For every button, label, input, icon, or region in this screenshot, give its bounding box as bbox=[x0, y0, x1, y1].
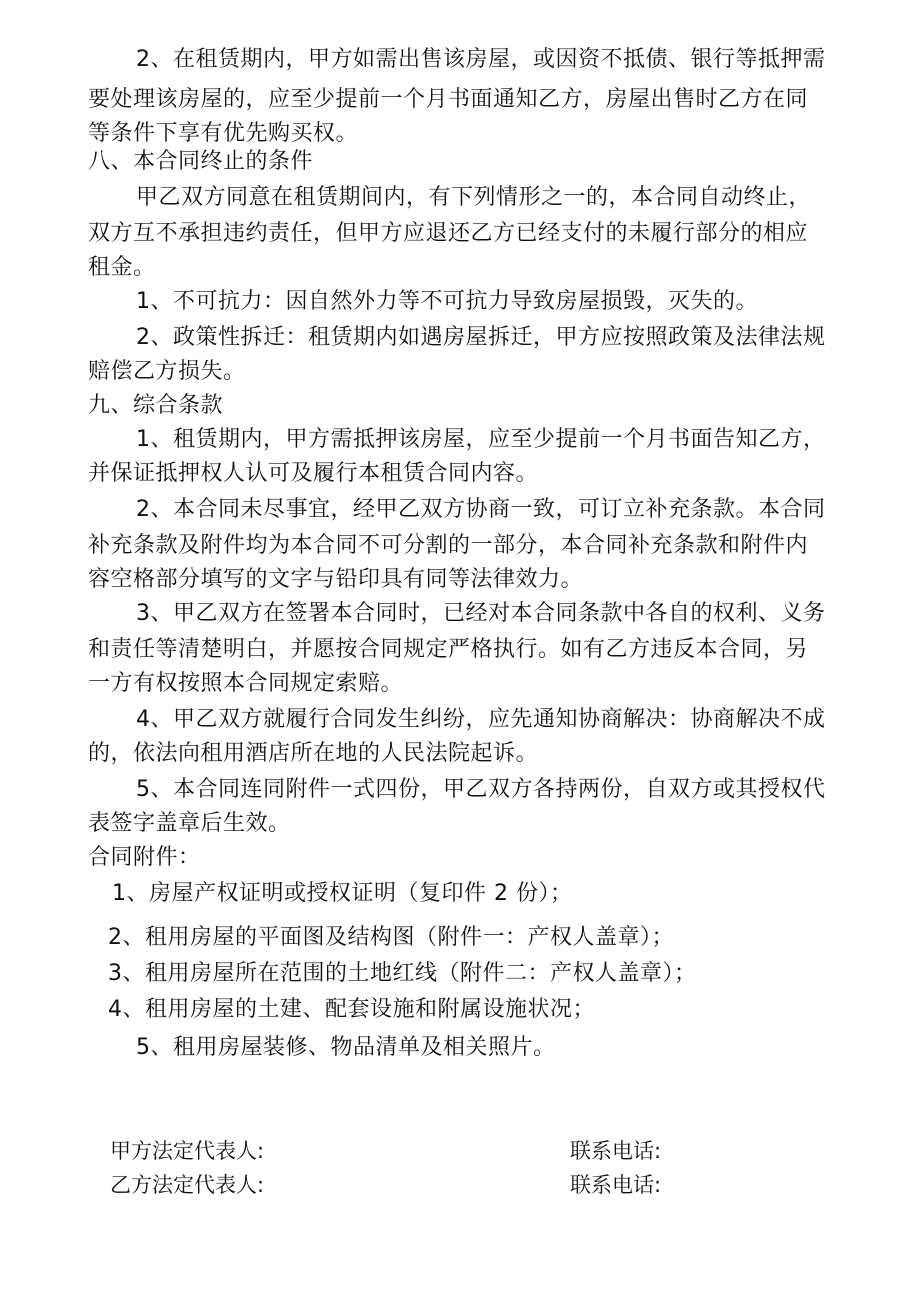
paragraph-line: 补充条款及附件均为本合同不可分割的一部分，本合同补充条款和附件内 bbox=[88, 533, 809, 558]
list-item: 1、租赁期内，甲方需抵押该房屋，应至少提前一个月书面告知乙方， bbox=[136, 427, 826, 452]
list-item: 2、政策性拆迁：租赁期内如遇房屋拆迁，甲方应按照政策及法律法规 bbox=[136, 325, 826, 350]
list-item: 5、本合同连同附件一式四份，甲乙双方各持两份，自双方或其授权代 bbox=[136, 777, 826, 802]
paragraph-line: 并保证抵押权人认可及履行本租赁合同内容。 bbox=[88, 461, 539, 486]
section-heading: 合同附件： bbox=[88, 845, 201, 870]
attachment-item: 2、租用房屋的平面图及结构图（附件一：产权人盖章）； bbox=[108, 925, 674, 950]
section-heading: 九、综合条款 bbox=[88, 393, 224, 418]
section-heading: 八、本合同终止的条件 bbox=[88, 149, 314, 174]
list-item: 2、本合同未尽事宜，经甲乙双方协商一致，可订立补充条款。本合同 bbox=[136, 497, 826, 522]
paragraph-line: 和责任等清楚明白，并愿按合同规定严格执行。如有乙方违反本合同，另 bbox=[88, 637, 809, 662]
paragraph-line: 一方有权按照本合同规定索赔。 bbox=[88, 671, 404, 696]
attachment-item: 4、租用房屋的土建、配套设施和附属设施状况； bbox=[108, 997, 595, 1022]
paragraph-line: 2、在租赁期内，甲方如需出售该房屋，或因资不抵债、银行等抵押需 bbox=[136, 47, 826, 72]
paragraph-line: 租金。 bbox=[88, 255, 156, 280]
party-a-representative-label: 甲方法定代表人: bbox=[110, 1139, 265, 1163]
list-item: 1、不可抗力：因自然外力等不可抗力导致房屋损毁，灭失的。 bbox=[136, 289, 758, 314]
party-b-representative-label: 乙方法定代表人: bbox=[110, 1173, 265, 1197]
attachment-item: 5、租用房屋装修、物品清单及相关照片。 bbox=[136, 1035, 556, 1060]
paragraph-line: 容空格部分填写的文字与铅印具有同等法律效力。 bbox=[88, 567, 584, 592]
attachment-item: 1、房屋产权证明或授权证明（复印件 2 份）； bbox=[112, 881, 573, 906]
party-a-phone-label: 联系电话: bbox=[570, 1139, 662, 1163]
paragraph-line: 的，依法向租用酒店所在地的人民法院起诉。 bbox=[88, 741, 539, 766]
attachment-item: 3、租用房屋所在范围的土地红线（附件二：产权人盖章）； bbox=[108, 961, 697, 986]
paragraph-line: 赔偿乙方损失。 bbox=[88, 359, 246, 384]
list-item: 3、甲乙双方在签署本合同时，已经对本合同条款中各自的权利、义务 bbox=[136, 601, 826, 626]
party-b-phone-label: 联系电话: bbox=[570, 1173, 662, 1197]
paragraph-line: 等条件下享有优先购买权。 bbox=[88, 121, 359, 146]
paragraph-line: 甲乙双方同意在租赁期间内，有下列情形之一的，本合同自动终止， bbox=[136, 185, 812, 210]
paragraph-line: 要处理该房屋的，应至少提前一个月书面通知乙方，房屋出售时乙方在同 bbox=[88, 87, 809, 112]
paragraph-line: 双方互不承担违约责任，但甲方应退还乙方已经支付的未履行部分的相应 bbox=[88, 221, 809, 246]
list-item: 4、甲乙双方就履行合同发生纠纷，应先通知协商解决：协商解决不成 bbox=[136, 707, 826, 732]
paragraph-line: 表签字盖章后生效。 bbox=[88, 811, 291, 836]
